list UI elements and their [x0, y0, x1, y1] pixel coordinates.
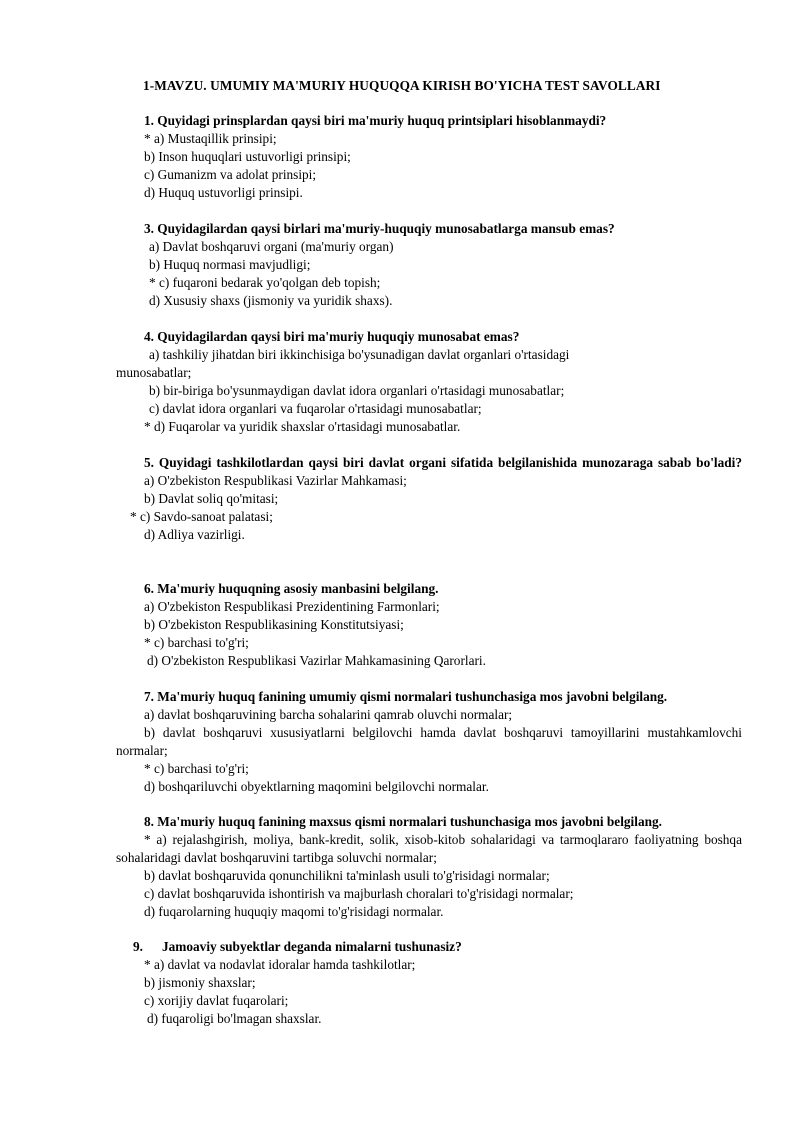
answer-option: b) Davlat soliq qo'mitasi; — [144, 491, 279, 506]
answer-option: d) fuqaroligi bo'lmagan shaxslar. — [147, 1011, 322, 1026]
answer-option: b) O'zbekiston Respublikasining Konstitutsiyasi; — [144, 617, 404, 632]
question-block — [116, 220, 742, 310]
question-text: 5. Quyidagi tashkilotlardan qaysi biri davlat organi sifatida belgilanishida munozaraga sabab bo'ladi? — [144, 455, 742, 470]
question-text: 3. Quyidagilardan qaysi birlari ma'muriy-huquqiy munosabatlarga mansub emas? — [144, 221, 615, 236]
answer-option: d) fuqarolarning huquqiy maqomi to'g'risidagi normalar. — [144, 904, 444, 919]
answer-option: * a) davlat va nodavlat idoralar hamda tashkilotlar; — [144, 957, 416, 972]
question-label: Jamoaviy subyektlar deganda nimalarni tushunasiz? — [162, 939, 462, 954]
answer-option: d) Xususiy shaxs (jismoniy va yuridik shaxs). — [149, 293, 393, 308]
answer-option: a) davlat boshqaruvining barcha sohalarini qamrab oluvchi normalar; — [144, 707, 513, 722]
answer-option: d) Huquq ustuvorligi prinsipi. — [144, 185, 303, 200]
answer-option: * d) Fuqarolar va yuridik shaxslar o'rtasidagi munosabatlar. — [144, 419, 461, 434]
question-block — [116, 580, 742, 670]
answer-option: d) Adliya vazirligi. — [144, 527, 245, 542]
answer-option: b) davlat boshqaruvida qonunchilikni ta'minlash usuli to'g'risidagi normalar; — [144, 868, 550, 883]
answer-option: * c) fuqaroni bedarak yo'qolgan deb topish; — [149, 275, 381, 290]
answer-option: a) tashkiliy jihatdan biri ikkinchisiga bo'ysunadigan davlat organlari o'rtasidagi munosabatlar; — [116, 347, 570, 380]
question-block — [116, 938, 742, 1028]
answer-option: c) davlat boshqaruvida ishontirish va majburlash choralari to'g'risidagi normalar; — [144, 886, 574, 901]
answer-option: a) O'zbekiston Respublikasi Prezidentining Farmonlari; — [144, 599, 440, 614]
question-text: 8. Ma'muriy huquq fanining maxsus qismi normalari tushunchasiga mos javobni belgilang. — [144, 814, 662, 829]
answer-option: * c) barchasi to'g'ri; — [144, 635, 249, 650]
answer-option: * c) barchasi to'g'ri; — [144, 761, 249, 776]
answer-option: * a) Mustaqillik prinsipi; — [144, 131, 277, 146]
question-text: 6. Ma'muriy huquqning asosiy manbasini belgilang. — [144, 581, 439, 596]
question-block — [116, 688, 742, 796]
question-block — [116, 112, 742, 202]
question-text: 1. Quyidagi prinsplardan qaysi biri ma'muriy huquq printsiplari hisoblanmaydi? — [144, 113, 607, 128]
answer-option: c) xorijiy davlat fuqarolari; — [144, 993, 289, 1008]
question-number: 9. — [133, 939, 143, 954]
answer-option: a) Davlat boshqaruvi organi (ma'muriy organ) — [149, 239, 394, 254]
question-text — [116, 938, 742, 956]
answer-option: * c) Savdo-sanoat palatasi; — [130, 509, 273, 524]
answer-option: b) jismoniy shaxslar; — [144, 975, 256, 990]
question-text: 7. Ma'muriy huquq fanining umumiy qismi normalari tushunchasiga mos javobni belgilang. — [144, 689, 668, 704]
question-block — [116, 813, 742, 921]
answer-option: d) O'zbekiston Respublikasi Vazirlar Mahkamasining Qarorlari. — [147, 653, 486, 668]
question-block — [116, 454, 742, 544]
answer-option: a) O'zbekiston Respublikasi Vazirlar Mahkamasi; — [144, 473, 407, 488]
answer-option: b) bir-biriga bo'ysunmaydigan davlat idora organlari o'rtasidagi munosabatlar; — [149, 383, 565, 398]
answer-option: c) davlat idora organlari va fuqarolar o'rtasidagi munosabatlar; — [149, 401, 482, 416]
answer-option: * a) rejalashgirish, moliya, bank-kredit, solik, xisob-kitob sohalaridagi va tarmoqlararo faoliyatning boshqa sohalaridagi davlat boshqaruvini tartibga soluvchi normalar; — [116, 832, 742, 865]
question-text: 4. Quyidagilardan qaysi biri ma'muriy huquqiy munosabat emas? — [144, 329, 520, 344]
answer-option: c) Gumanizm va adolat prinsipi; — [144, 167, 317, 182]
answer-option: b) davlat boshqaruvi xususiyatlarni belgilovchi hamda davlat boshqaruvi tamoyillarini mustahkamlovchi normalar; — [116, 725, 742, 758]
page-title: 1-MAVZU. UMUMIY MA'MURIY HUQUQQA KIRISH BO'YICHA TEST SAVOLLARI — [143, 78, 661, 93]
answer-option: d) boshqariluvchi obyektlarning maqomini belgilovchi normalar. — [144, 779, 489, 794]
question-block — [116, 328, 742, 436]
answer-option: b) Inson huquqlari ustuvorligi prinsipi; — [144, 149, 351, 164]
answer-option: b) Huquq normasi mavjudligi; — [149, 257, 311, 272]
